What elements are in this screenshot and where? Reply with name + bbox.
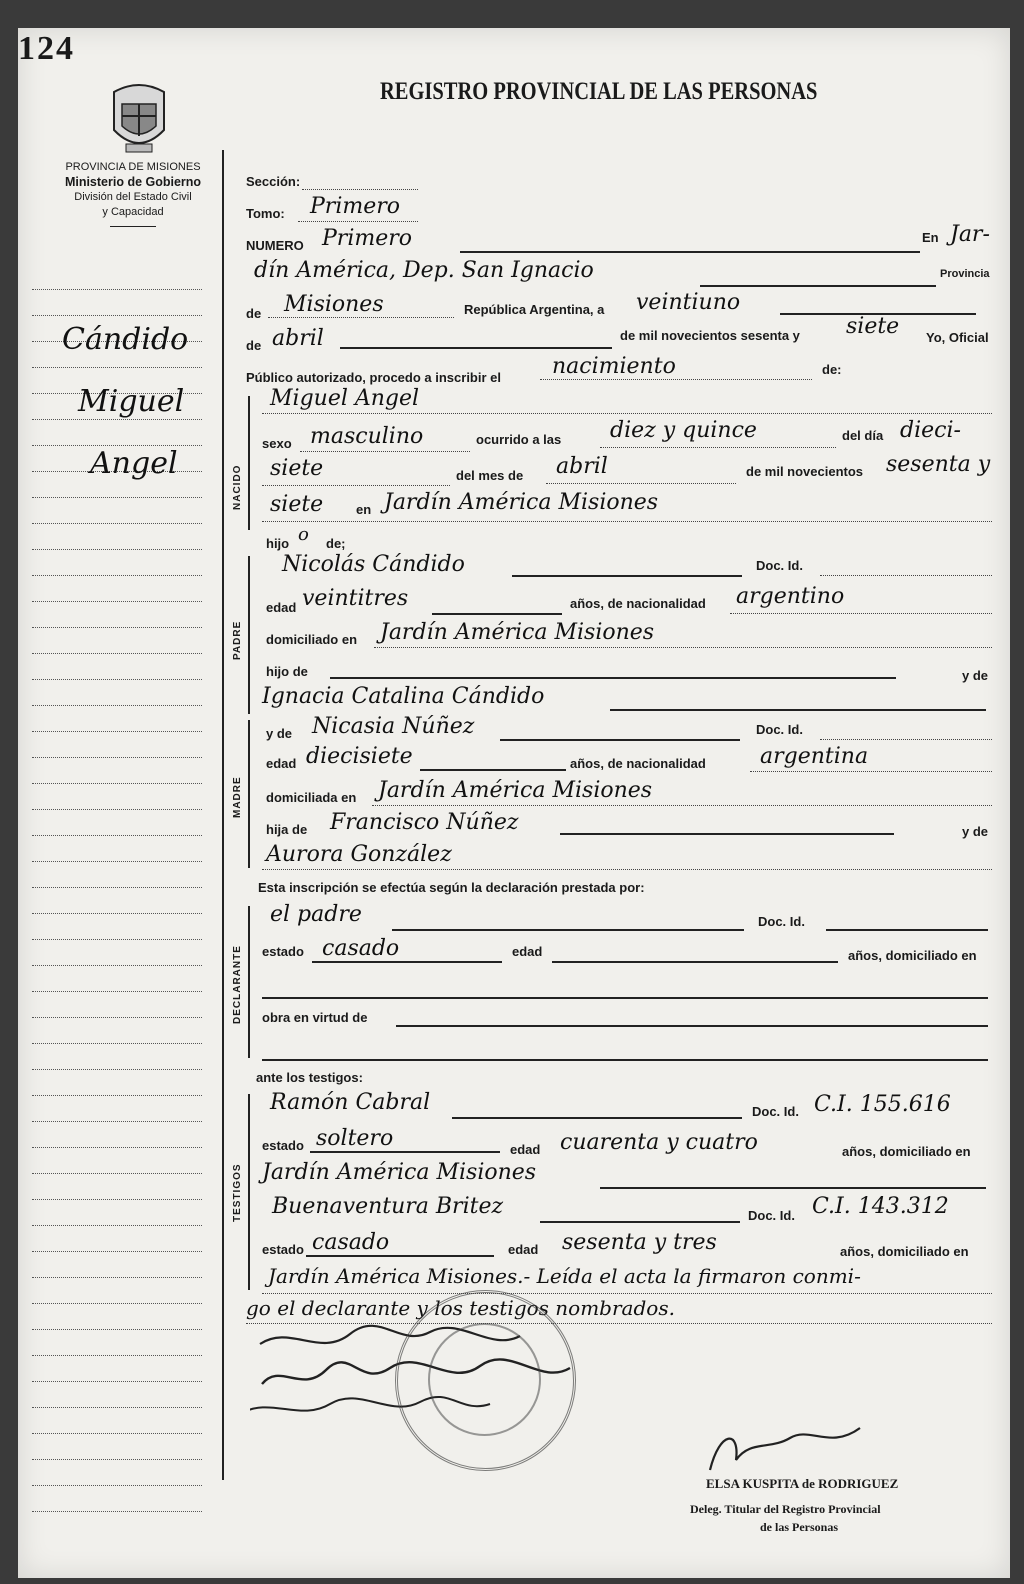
mes-value: abril xyxy=(272,326,324,351)
sexo-value: masculino xyxy=(310,424,424,449)
de-label: de xyxy=(246,306,262,321)
place-part-a: Jar- xyxy=(950,222,990,247)
padre-bracket xyxy=(248,556,250,714)
de-semicolon-label: de; xyxy=(326,536,346,551)
padre-edad: veintitres xyxy=(302,586,409,611)
madre-edad: diecisiete xyxy=(306,744,413,769)
ocurrido-label: ocurrido a las xyxy=(476,432,562,447)
declarante-edad-label: edad xyxy=(512,944,543,959)
margin-second-name: Angel xyxy=(90,446,178,481)
official-seal-stamp xyxy=(395,1290,576,1471)
hijo-label: hijo xyxy=(266,536,290,551)
nacido-section-label: NACIDO xyxy=(232,464,243,510)
anio-part-b: siete xyxy=(270,492,324,517)
office-line: División del Estado Civil xyxy=(74,191,192,203)
testigo1-estado: soltero xyxy=(316,1126,394,1151)
padre-section-label: PADRE xyxy=(232,620,243,660)
folio-number: 124 xyxy=(18,30,75,67)
testigo1-anios-label: años, domiciliado en xyxy=(842,1144,971,1159)
anio-value: siete xyxy=(846,314,900,339)
testigo1-doc-label: Doc. Id. xyxy=(752,1104,799,1119)
oficial-label: Yo, Oficial xyxy=(926,330,989,345)
sexo-label: sexo xyxy=(262,436,292,451)
y-de-label: y de xyxy=(962,668,989,683)
nacido-lugar: Jardín América Misiones xyxy=(384,490,659,515)
nacido-bracket xyxy=(248,396,250,530)
padre-domicilio-label: domiciliado en xyxy=(266,632,358,647)
madre-doc-label: Doc. Id. xyxy=(756,722,803,737)
testigo2-nombre: Buenaventura Britez xyxy=(272,1194,504,1219)
testigo1-edad: cuarenta y cuatro xyxy=(560,1130,758,1155)
mes-label: del mes de xyxy=(456,468,524,483)
padre-nacionalidad: argentino xyxy=(736,584,845,609)
madre-padre: Francisco Núñez xyxy=(330,810,519,835)
tomo-label: Tomo: xyxy=(246,206,285,221)
margin-divider xyxy=(222,150,224,1480)
place-part-b: dín América, Dep. San Ignacio xyxy=(254,258,594,283)
office-line: PROVINCIA DE MISIONES xyxy=(65,161,201,173)
declarante-estado: casado xyxy=(322,936,400,961)
numero-value: Primero xyxy=(322,226,412,251)
madre-domicilio: Jardín América Misiones xyxy=(378,778,653,803)
testigo1-edad-label: edad xyxy=(510,1142,541,1157)
de-colon-label: de: xyxy=(822,362,842,377)
madre-bracket xyxy=(248,720,250,868)
madre-y-de-label: y de xyxy=(266,726,293,741)
testigo2-estado-label: estado xyxy=(262,1242,304,1257)
tomo-value: Primero xyxy=(310,194,400,219)
declarante-section-label: DECLARANTE xyxy=(232,945,243,1024)
dia-value: veintiuno xyxy=(636,290,741,315)
anio-part-a: sesenta y xyxy=(886,452,991,477)
oficial-cargo-b: de las Personas xyxy=(760,1520,838,1534)
declarante-anios-label: años, domiciliado en xyxy=(848,948,977,963)
hijo-mark: o xyxy=(298,524,309,545)
office-line: Ministerio de Gobierno xyxy=(64,175,202,189)
acto-value: nacimiento xyxy=(552,354,676,379)
testigo2-doc-label: Doc. Id. xyxy=(748,1208,795,1223)
declaracion-intro: Esta inscripción se efectúa según la declaración prestada por: xyxy=(258,880,645,895)
padre-anios-label: años, de nacionalidad xyxy=(570,596,706,611)
republica-label: República Argentina, a xyxy=(464,302,605,317)
testigo2-edad-label: edad xyxy=(508,1242,539,1257)
testigo1-domicilio: Jardín América Misiones xyxy=(262,1160,537,1185)
oficial-cargo-a: Deleg. Titular del Registro Provincial xyxy=(690,1502,881,1516)
madre-madre: Aurora González xyxy=(266,842,452,867)
mil-label: de mil novecientos xyxy=(746,464,864,479)
padre-doc-label: Doc. Id. xyxy=(756,558,803,573)
document-title: REGISTRO PROVINCIAL DE LAS PERSONAS xyxy=(380,78,818,105)
madre-edad-label: edad xyxy=(266,756,297,771)
dia-part-a: dieci- xyxy=(900,418,961,443)
del-dia-label: del día xyxy=(842,428,884,443)
mil-novecientos-label: de mil novecientos sesenta y xyxy=(620,328,800,343)
testigos-section-label: TESTIGOS xyxy=(232,1163,243,1222)
testigos-bracket xyxy=(248,1094,250,1290)
testigo1-doc: C.I. 155.616 xyxy=(814,1092,951,1117)
testigo2-doc: C.I. 143.312 xyxy=(812,1194,949,1219)
madre-domicilio-label: domiciliada en xyxy=(266,790,357,805)
declarante-bracket xyxy=(248,906,250,1058)
madre-anios-label: años, de nacionalidad xyxy=(570,756,706,771)
testigo2-anios-label: años, domiciliado en xyxy=(840,1244,969,1259)
declarante-nombre: el padre xyxy=(270,902,362,927)
publico-label: Público autorizado, procedo a inscribir el xyxy=(246,370,501,385)
obra-label: obra en virtud de xyxy=(262,1010,368,1025)
en-label: En xyxy=(922,230,939,245)
cierre-line-b: go el declarante y los testigos nombrados. xyxy=(246,1296,675,1320)
y-de2-label: y de xyxy=(962,824,989,839)
madre-section-label: MADRE xyxy=(232,776,243,818)
nacido-mes: abril xyxy=(556,454,608,479)
margin-surname: Cándido xyxy=(62,322,189,357)
madre-del-padre: Ignacia Catalina Cándido xyxy=(262,684,545,709)
numero-label: NUMERO xyxy=(246,238,304,253)
madre-nacionalidad: argentina xyxy=(760,744,869,769)
padre-nombre: Nicolás Cándido xyxy=(282,552,465,577)
de-label-2: de xyxy=(246,338,262,353)
padre-domicilio: Jardín América Misiones xyxy=(380,620,655,645)
hija-de-label: hija de xyxy=(266,822,308,837)
office-line: y Capacidad xyxy=(102,206,164,218)
testigo2-edad: sesenta y tres xyxy=(562,1230,717,1255)
seccion-label: Sección: xyxy=(246,174,301,189)
margin-first-name: Miguel xyxy=(78,384,185,419)
hijo-de-label: hijo de xyxy=(266,664,308,679)
coat-of-arms-emblem xyxy=(106,82,172,158)
provincia-value: Misiones xyxy=(284,292,384,317)
testigo1-estado-label: estado xyxy=(262,1138,304,1153)
dia-part-b: siete xyxy=(270,456,324,481)
hora-value: diez y quince xyxy=(610,418,757,443)
declarante-doc-label: Doc. Id. xyxy=(758,914,805,929)
testigo1-nombre: Ramón Cabral xyxy=(270,1090,431,1115)
nacido-nombre: Miguel Angel xyxy=(270,386,420,411)
en-label-2: en xyxy=(356,502,372,517)
testigo2-estado: casado xyxy=(312,1230,390,1255)
testigos-intro: ante los testigos: xyxy=(256,1070,363,1085)
padre-edad-label: edad xyxy=(266,600,297,615)
official-signature xyxy=(700,1420,880,1480)
oficial-nombre: ELSA KUSPITA de RODRIGUEZ xyxy=(706,1476,899,1491)
cierre-line-a: Jardín América Misiones.- Leída el acta la firmaron conmi- xyxy=(268,1264,861,1288)
provincia-label: Provincia xyxy=(940,268,990,280)
declarante-estado-label: estado xyxy=(262,944,304,959)
issuing-office xyxy=(28,160,238,227)
madre-nombre: Nicasia Núñez xyxy=(312,714,475,739)
